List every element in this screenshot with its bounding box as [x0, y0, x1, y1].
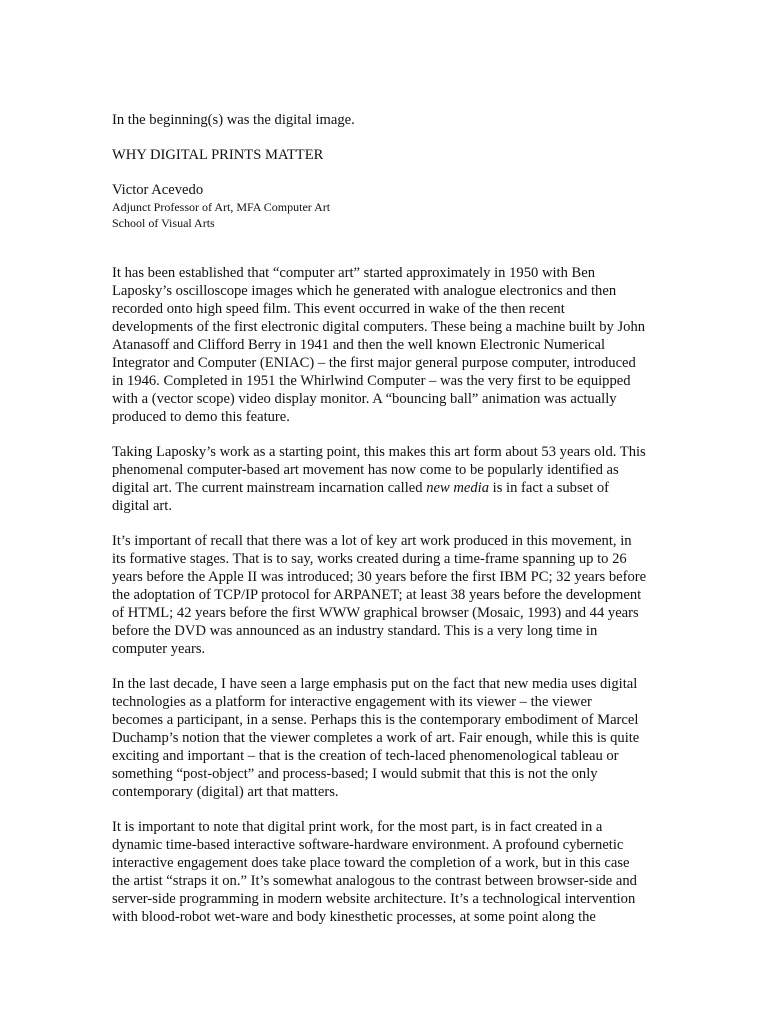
paragraph-line: Taking Laposky’s work as a starting point, this makes this art form about 53 years old. This: [112, 444, 646, 460]
paragraph-line: of HTML; 42 years before the first WWW graphical browser (Mosaic, 1993) and 44 years: [112, 605, 639, 621]
paragraph-line: the adoptation of TCP/IP protocol for ARPANET; at least 38 years before the development: [112, 587, 642, 603]
paragraph-line: Duchamp’s notion that the viewer completes a work of art. Fair enough, while this is quite: [112, 730, 640, 746]
paragraph-line: with a (vector scope) video display monitor. A “bouncing ball” animation was actually: [112, 391, 617, 407]
document-page: [112, 111, 712, 943]
paragraph-line: Integrator and Computer (ENIAC) – the first major general purpose computer, introduced: [112, 355, 636, 371]
paragraph-line: computer years.: [112, 641, 206, 657]
paragraph-line: interactive engagement does take place toward the completion of a work, but in this case: [112, 855, 630, 871]
author-affiliation-title: Adjunct Professor of Art, MFA Computer Art: [112, 200, 331, 214]
paragraph-line: something “post-object” and process-based; I would submit that this is not the only: [112, 766, 598, 782]
paragraph-line: developments of the first electronic digital computers. These being a machine built by John: [112, 319, 646, 335]
paragraph-line: It’s important of recall that there was a lot of key art work produced in this movement, in: [112, 533, 632, 549]
paragraph-line: the artist “straps it on.” It’s somewhat analogous to the contrast between browser-side and: [112, 873, 637, 889]
paragraph-text: is in fact a subset of: [489, 480, 609, 496]
paragraph-3: [112, 532, 712, 658]
paragraph-line: phenomenal computer-based art movement has now come to be popularly identified as: [112, 462, 619, 478]
paragraph-line: in 1946. Completed in 1951 the Whirlwind Computer – was the very first to be equipped: [112, 373, 631, 389]
document-title: WHY DIGITAL PRINTS MATTER: [112, 147, 324, 163]
byline: [112, 181, 712, 231]
paragraph-4: [112, 675, 712, 801]
paragraph-line: dynamic time-based interactive software-hardware environment. A profound cybernetic: [112, 837, 624, 853]
paragraph-line: before the DVD was announced as an industry standard. This is a very long time in: [112, 623, 598, 639]
paragraph-1: [112, 264, 712, 426]
paragraph-line: technologies as a platform for interactive engagement with its viewer – the viewer: [112, 694, 592, 710]
paragraph-5: [112, 818, 712, 926]
author-name: Victor Acevedo: [112, 182, 204, 198]
paragraph-line: becomes a participant, in a sense. Perhaps this is the contemporary embodiment of Marcel: [112, 712, 639, 728]
paragraph-text: digital art. The current mainstream incarnation called: [112, 480, 427, 496]
paragraph-line: produced to demo this feature.: [112, 409, 290, 425]
paragraph-line: years before the Apple II was introduced; 30 years before the first IBM PC; 32 years before: [112, 569, 647, 585]
paragraph-line: with blood-robot wet-ware and body kinesthetic processes, at some point along the: [112, 909, 596, 925]
paragraph-line: Laposky’s oscilloscope images which he generated with analogue electronics and then: [112, 283, 617, 299]
paragraph-line: Atanasoff and Clifford Berry in 1941 and then the well known Electronic Numerical: [112, 337, 606, 353]
new-media-italic: new media: [426, 480, 490, 496]
paragraph-line: its formative stages. That is to say, works created during a time-frame spanning up to 26: [112, 551, 627, 567]
paragraph-2: [112, 443, 712, 515]
author-affiliation-school: School of Visual Arts: [112, 216, 215, 230]
paragraph-line: server-side programming in modern website architecture. It’s a technological intervention: [112, 891, 636, 907]
paragraph-line: In the last decade, I have seen a large emphasis put on the fact that new media uses digital: [112, 676, 638, 692]
paragraph-line: [112, 479, 712, 497]
paragraph-line: recorded onto high speed film. This event occurred in wake of the then recent: [112, 301, 565, 317]
paragraph-line: digital art.: [112, 498, 172, 514]
paragraph-line: contemporary (digital) art that matters.: [112, 784, 339, 800]
paragraph-line: exciting and important – that is the creation of tech-laced phenomenological tableau or: [112, 748, 619, 764]
paragraph-line: It is important to note that digital print work, for the most part, is in fact created in a: [112, 819, 603, 835]
opening-line: In the beginning(s) was the digital image.: [112, 112, 355, 128]
paragraph-line: It has been established that “computer art” started approximately in 1950 with Ben: [112, 265, 596, 281]
